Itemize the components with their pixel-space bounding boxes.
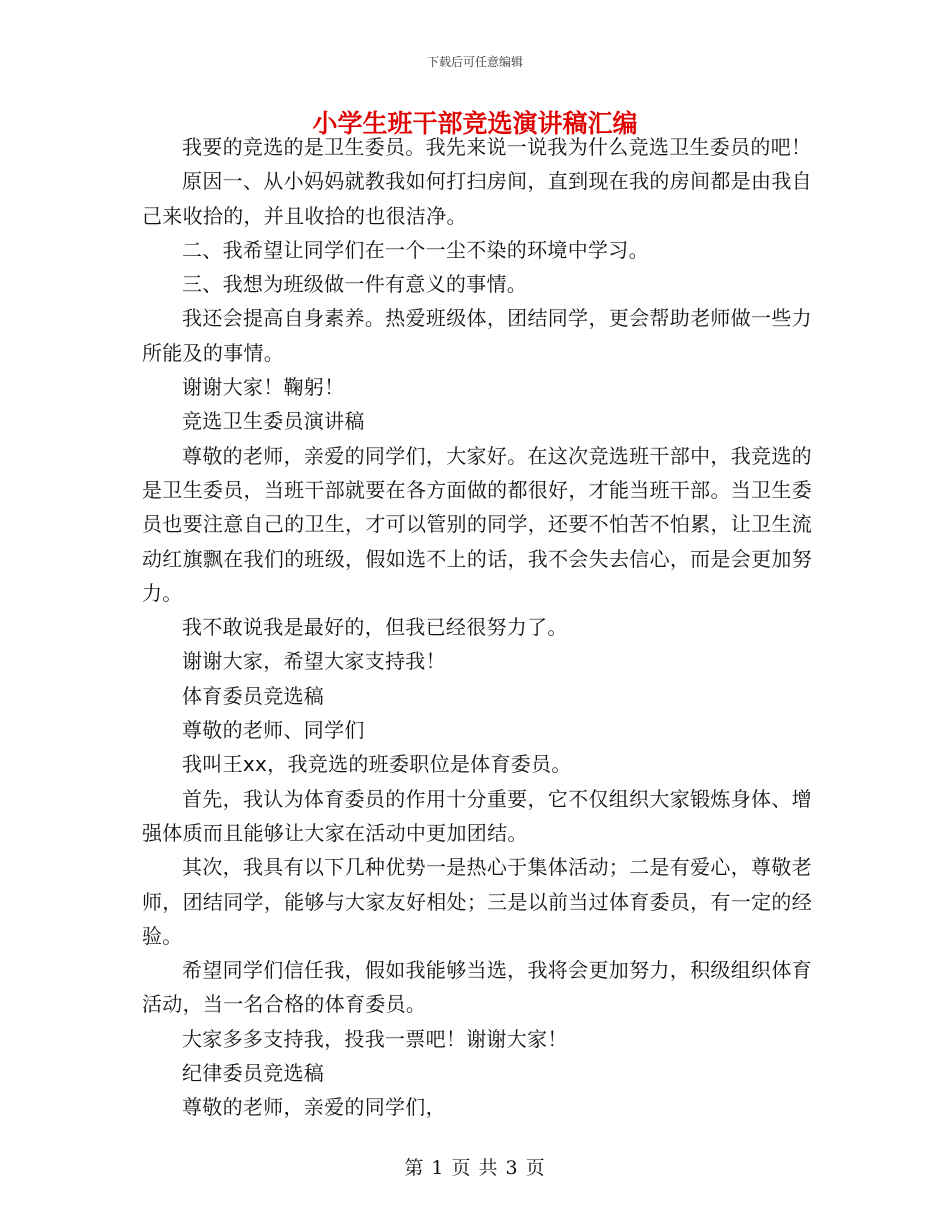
paragraph: 希望同学们信任我，假如我能够当选，我将会更加努力，积级组织体育活动，当一名合格的体育委员。	[142, 958, 812, 1017]
paragraph: 我叫王xx，我竞选的班委职位是体育委员。	[182, 752, 572, 777]
document-body	[142, 130, 812, 1125]
section-heading: 体育委员竞选稿	[182, 683, 325, 708]
paragraph: 二、我希望让同学们在一个一尘不染的环境中学习。	[182, 237, 649, 262]
paragraph: 首先，我认为体育委员的作用十分重要，它不仅组织大家锻炼身体、增强体质而且能够让大家在活动中更加团结。	[142, 786, 812, 845]
page-number: 第 1 页 共 3 页	[404, 1157, 546, 1179]
paragraph: 尊敬的老师，亲爱的同学们，大家好。在这次竞选班干部中，我竞选的是卫生委员，当班干部就要在各方面做的都很好，才能当班干部。当卫生委员也要注意自己的卫生，才可以管别的同学，还要不怕苦不怕累，让卫生流动红旗飘在我们的班级，假如选不上的话，我不会失去信心，而是会更加努力。	[142, 443, 812, 605]
paragraph: 三、我想为班级做一件有意义的事情。	[182, 272, 528, 297]
section-heading: 纪律委员竞选稿	[182, 1061, 325, 1086]
paragraph: 我要的竞选的是卫生委员。我先来说一说我为什么竞选卫生委员的吧！	[182, 135, 812, 159]
paragraph: 大家多多支持我，投我一票吧！谢谢大家！	[182, 1026, 568, 1051]
paragraph: 我还会提高自身素养。热爱班级体，团结同学，更会帮助老师做一些力所能及的事情。	[142, 306, 812, 365]
paragraph: 其次，我具有以下几种优势一是热心于集体活动；二是有爱心，尊敬老师，团结同学，能够与大家友好相处；三是以前当过体育委员，有一定的经验。	[142, 855, 812, 948]
salutation: 尊敬的老师，亲爱的同学们，	[182, 1095, 446, 1120]
section-heading: 竞选卫生委员演讲稿	[182, 409, 365, 434]
page-header: 下载后可任意编辑	[426, 55, 523, 69]
paragraph: 原因一、从小妈妈就教我如何打扫房间，直到现在我的房间都是由我自己来收拾的，并且收拾的也很洁净。	[142, 169, 812, 228]
paragraph: 我不敢说我是最好的，但我已经很努力了。	[182, 615, 568, 640]
salutation: 尊敬的老师、同学们	[182, 718, 365, 743]
paragraph: 谢谢大家，希望大家支持我！	[182, 649, 446, 674]
paragraph: 谢谢大家！鞠躬！	[182, 375, 345, 400]
document-title: 小学生班干部竞选演讲稿汇编	[312, 109, 638, 138]
